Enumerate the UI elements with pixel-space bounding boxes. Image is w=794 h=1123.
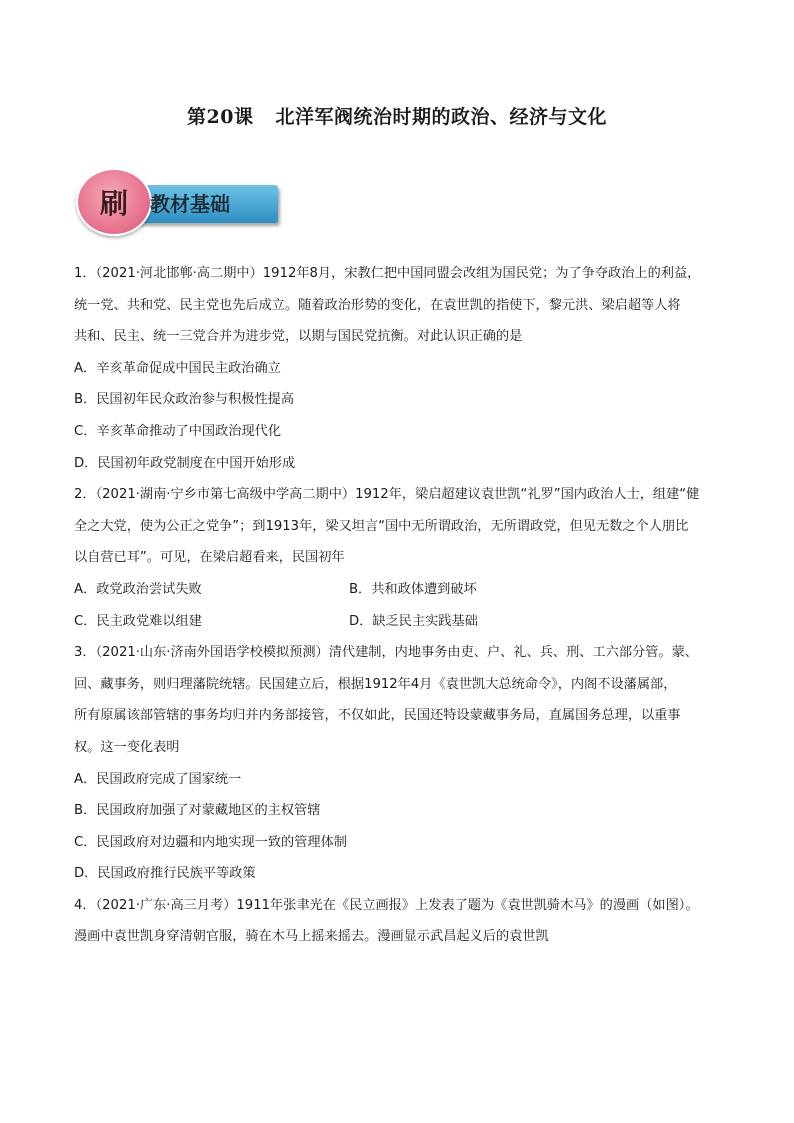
option-row	[74, 606, 746, 638]
question-2	[74, 479, 746, 637]
lesson-name: 北洋军阀统治时期的政治、经济与文化	[275, 106, 607, 128]
banner-badge	[76, 168, 152, 236]
option-c: C．民主政党难以组建	[74, 613, 202, 629]
question-stem-line: 2．（2021·湖南·宁乡市第七高级中学高二期中）1912年，梁启超建议袁世凯“礼罗”国内政治人士，组建“健	[74, 487, 700, 503]
question-stem-line: 权。这一变化表明	[74, 739, 180, 755]
option-row	[74, 574, 746, 606]
option-b: B．共和政体遭到破坏	[349, 581, 477, 597]
option-d: D．民国初年政党制度在中国开始形成	[74, 455, 296, 471]
question-stem-line: 漫画中袁世凯身穿清朝官服，骑在木马上摇来摇去。漫画显示武昌起义后的袁世凯	[74, 929, 549, 945]
question-3	[74, 637, 746, 890]
question-stem-line: 1．（2021·河北邯郸·高二期中）1912年8月，宋教仁把中国同盟会改组为国民党；为了争夺政治上的利益，	[74, 266, 701, 281]
page-title	[0, 102, 794, 129]
question-list	[74, 258, 746, 953]
option-c: C．辛亥革命推动了中国政治现代化	[74, 423, 282, 439]
section-banner	[74, 160, 280, 240]
question-1	[74, 258, 746, 479]
question-stem-line: 所有原属该部管辖的事务均归并内务部接管，不仅如此，民国还特设蒙藏事务局，直属国务总理，以重事	[74, 708, 681, 724]
question-4	[74, 890, 746, 953]
question-stem-line: 4．（2021·广东·高三月考）1911年张聿光在《民立画报》上发表了题为《袁世凯骑木马》的漫画（如图）。	[74, 897, 699, 913]
banner-badge-text: 刷	[99, 187, 128, 220]
option-c: C．民国政府对边疆和内地实现一致的管理体制	[74, 834, 347, 850]
option-a: A．政党政治尝试失败	[74, 581, 202, 597]
option-b: B．民国政府加强了对蒙藏地区的主权管辖	[74, 803, 321, 819]
option-d: D．缺乏民主实践基础	[349, 613, 478, 629]
question-stem-line: 回、藏事务，则归理藩院统辖。民国建立后，根据1912年4月《袁世凯大总统命令》，内阁不设藩属部，	[74, 676, 677, 692]
question-stem-line: 统一党、共和党、民主党也先后成立。随着政治形势的变化，在袁世凯的指使下，黎元洪、梁启超等人将	[74, 297, 681, 313]
option-b: B．民国初年民众政治参与积极性提高	[74, 392, 295, 408]
question-stem-line: 3．（2021·山东·济南外国语学校模拟预测）清代建制，内地事务由吏、户、礼、兵、刑、工六部分管。蒙、	[74, 645, 698, 661]
lesson-number: 第20课	[187, 106, 254, 128]
option-a: A．辛亥革命促成中国民主政治确立	[74, 360, 281, 376]
option-d: D．民国政府推行民族平等政策	[74, 866, 256, 882]
question-stem-line: 以自营已耳”。可见，在梁启超看来，民国初年	[74, 550, 345, 566]
question-stem-line: 全之大党，使为公正之党争”；到1913年，梁又坦言“国中无所谓政治，无所谓政党，但见无数之个人朋比	[74, 518, 689, 534]
option-a: A．民国政府完成了国家统一	[74, 771, 242, 787]
banner-label: 教材基础	[150, 192, 230, 216]
question-stem-line: 共和、民主、统一三党合并为进步党，以期与国民党抗衡。对此认识正确的是	[74, 329, 523, 345]
